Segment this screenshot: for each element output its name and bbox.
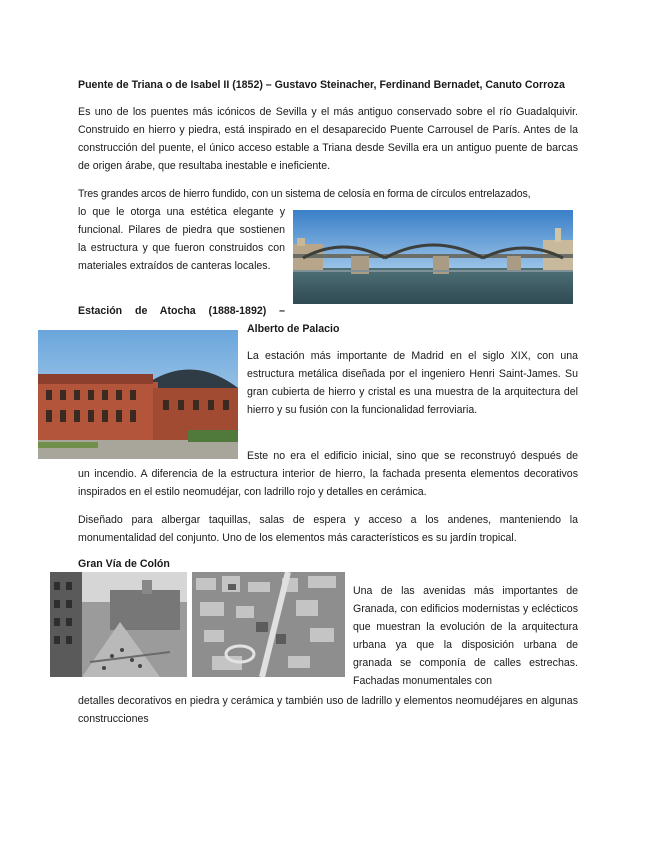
heading-gran-via: Gran Vía de Colón: [78, 558, 170, 570]
paragraph-atocha-intro: La estación más importante de Madrid en el siglo XIX, con una estructura metálica diseñada por el ingeniero Henri Saint-James. Su gran cubierta de hierro y cristal es una muestra de la arquitectura del hierro y su fusión con la funcionalidad ferroviaria.: [247, 350, 578, 416]
paragraph-gran-via-details: detalles decorativos en piedra y cerámica y también uso de ladrillo y elementos neomudéjares en algunas construcciones: [78, 695, 578, 725]
heading-atocha-part1: Estación de Atocha (1888-1892) –: [78, 305, 285, 317]
triana-bridge-photo: [293, 210, 573, 304]
paragraph-atocha-function: Diseñado para albergar taquillas, salas de espera y acceso a los andenes, manteniendo la monumentalidad del conjunto. Uno de los elementos más característicos es su jardín tropical.: [78, 514, 578, 544]
gran-via-aerial-photo: [192, 572, 345, 677]
paragraph-atocha-facade-line: Este no era el edificio inicial, sino que se reconstruyó después de: [247, 450, 578, 462]
paragraph-atocha-facade: un incendio. A diferencia de la estructura interior de hierro, la fachada presenta elementos decorativos inspirados en el estilo neomudéjar, con ladrillo rojo y detalles en cerámica.: [78, 468, 578, 498]
paragraph-triana-arches: lo que le otorga una estética elegante y funcional. Pilares de piedra que sostienen la estructura y que fueron construidos con materiales extraídos de canteras locales.: [78, 206, 285, 272]
heading-puente-triana: Puente de Triana o de Isabel II (1852) – Gustavo Steinacher, Ferdinand Bernadet, Canuto Corroza: [78, 79, 565, 91]
gran-via-street-photo: [50, 572, 187, 677]
paragraph-gran-via-intro: Una de las avenidas más importantes de Granada, con edificios modernistas y eclécticos que muestran la evolución de la arquitectura urbana ya que la disposición urbana de granada se componía de calles estrechas. Fachadas monumentales con: [353, 585, 578, 687]
heading-atocha-part2: Alberto de Palacio: [247, 323, 340, 335]
paragraph-triana-arches-line: Tres grandes arcos de hierro fundido, con un sistema de celosía en forma de círculos entrelazados,: [78, 188, 531, 200]
paragraph-triana-intro: Es uno de los puentes más icónicos de Sevilla y el más antiguo conservado sobre el río Guadalquivir. Construido en hierro y piedra, está inspirado en el desaparecido Puente Carrousel de París. Antes de la construcción del puente, el único acceso estable a Triana desde Sevilla era un antiguo puente de barcas de origen árabe, que resultaba inestable e ineficiente.: [78, 106, 578, 172]
atocha-station-photo: [38, 330, 238, 459]
